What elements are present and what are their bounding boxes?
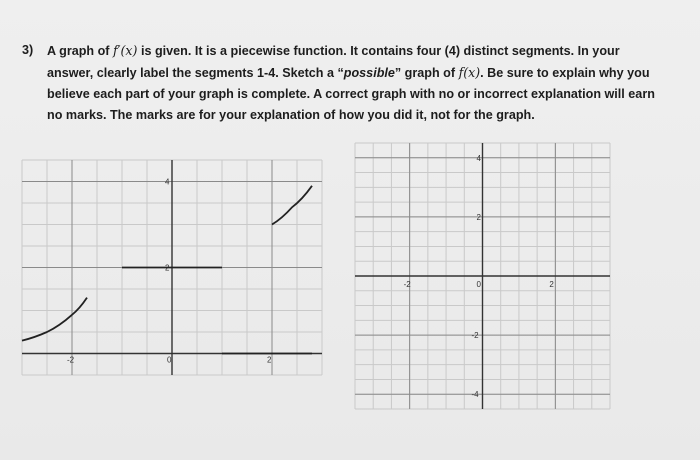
- question-text-fragment: possible: [343, 66, 395, 80]
- math-expression: f(x): [458, 65, 481, 80]
- x-tick-label: -2: [67, 355, 75, 365]
- math-expression: f′(x): [113, 43, 138, 58]
- question-text-fragment: A graph of: [47, 44, 113, 58]
- question-number: 3): [22, 43, 34, 57]
- question-line: [47, 105, 682, 126]
- y-tick-label: -4: [471, 390, 479, 400]
- question-line: [47, 62, 682, 84]
- question-text-fragment: ” graph of: [394, 66, 459, 80]
- question-text-fragment: believe each part of your graph is complete. A correct graph with no or incorrect explanation will earn: [47, 87, 655, 101]
- x-tick-label: 2: [549, 280, 554, 289]
- question-text-fragment: . Be sure to explain why you: [480, 66, 650, 80]
- x-tick-label: 2: [267, 355, 272, 365]
- derivative-graph: [22, 150, 322, 385]
- segment-1: [22, 298, 87, 341]
- y-tick-label: 2: [165, 263, 170, 273]
- y-tick-label: -2: [471, 331, 479, 341]
- blank-graph-for-f: [355, 135, 610, 417]
- x-tick-label: 0: [476, 280, 481, 289]
- y-tick-label: 4: [476, 153, 481, 163]
- y-tick-label: 2: [476, 212, 481, 222]
- question-line: [47, 84, 682, 105]
- question-text: [47, 40, 682, 126]
- question-3: [22, 40, 682, 126]
- question-text-fragment: is given. It is a piecewise function. It contains four (4) distinct segments. In your: [137, 44, 620, 58]
- y-tick-label: 4: [165, 177, 170, 187]
- question-text-fragment: no marks. The marks are for your explanation of how you did it, not for the graph.: [47, 108, 535, 122]
- segment-4: [272, 186, 312, 225]
- x-tick-label: 0: [167, 355, 172, 365]
- question-line: [47, 40, 682, 62]
- x-tick-label: -2: [403, 280, 411, 289]
- question-text-fragment: answer, clearly label the segments 1-4. Sketch a “: [47, 66, 344, 80]
